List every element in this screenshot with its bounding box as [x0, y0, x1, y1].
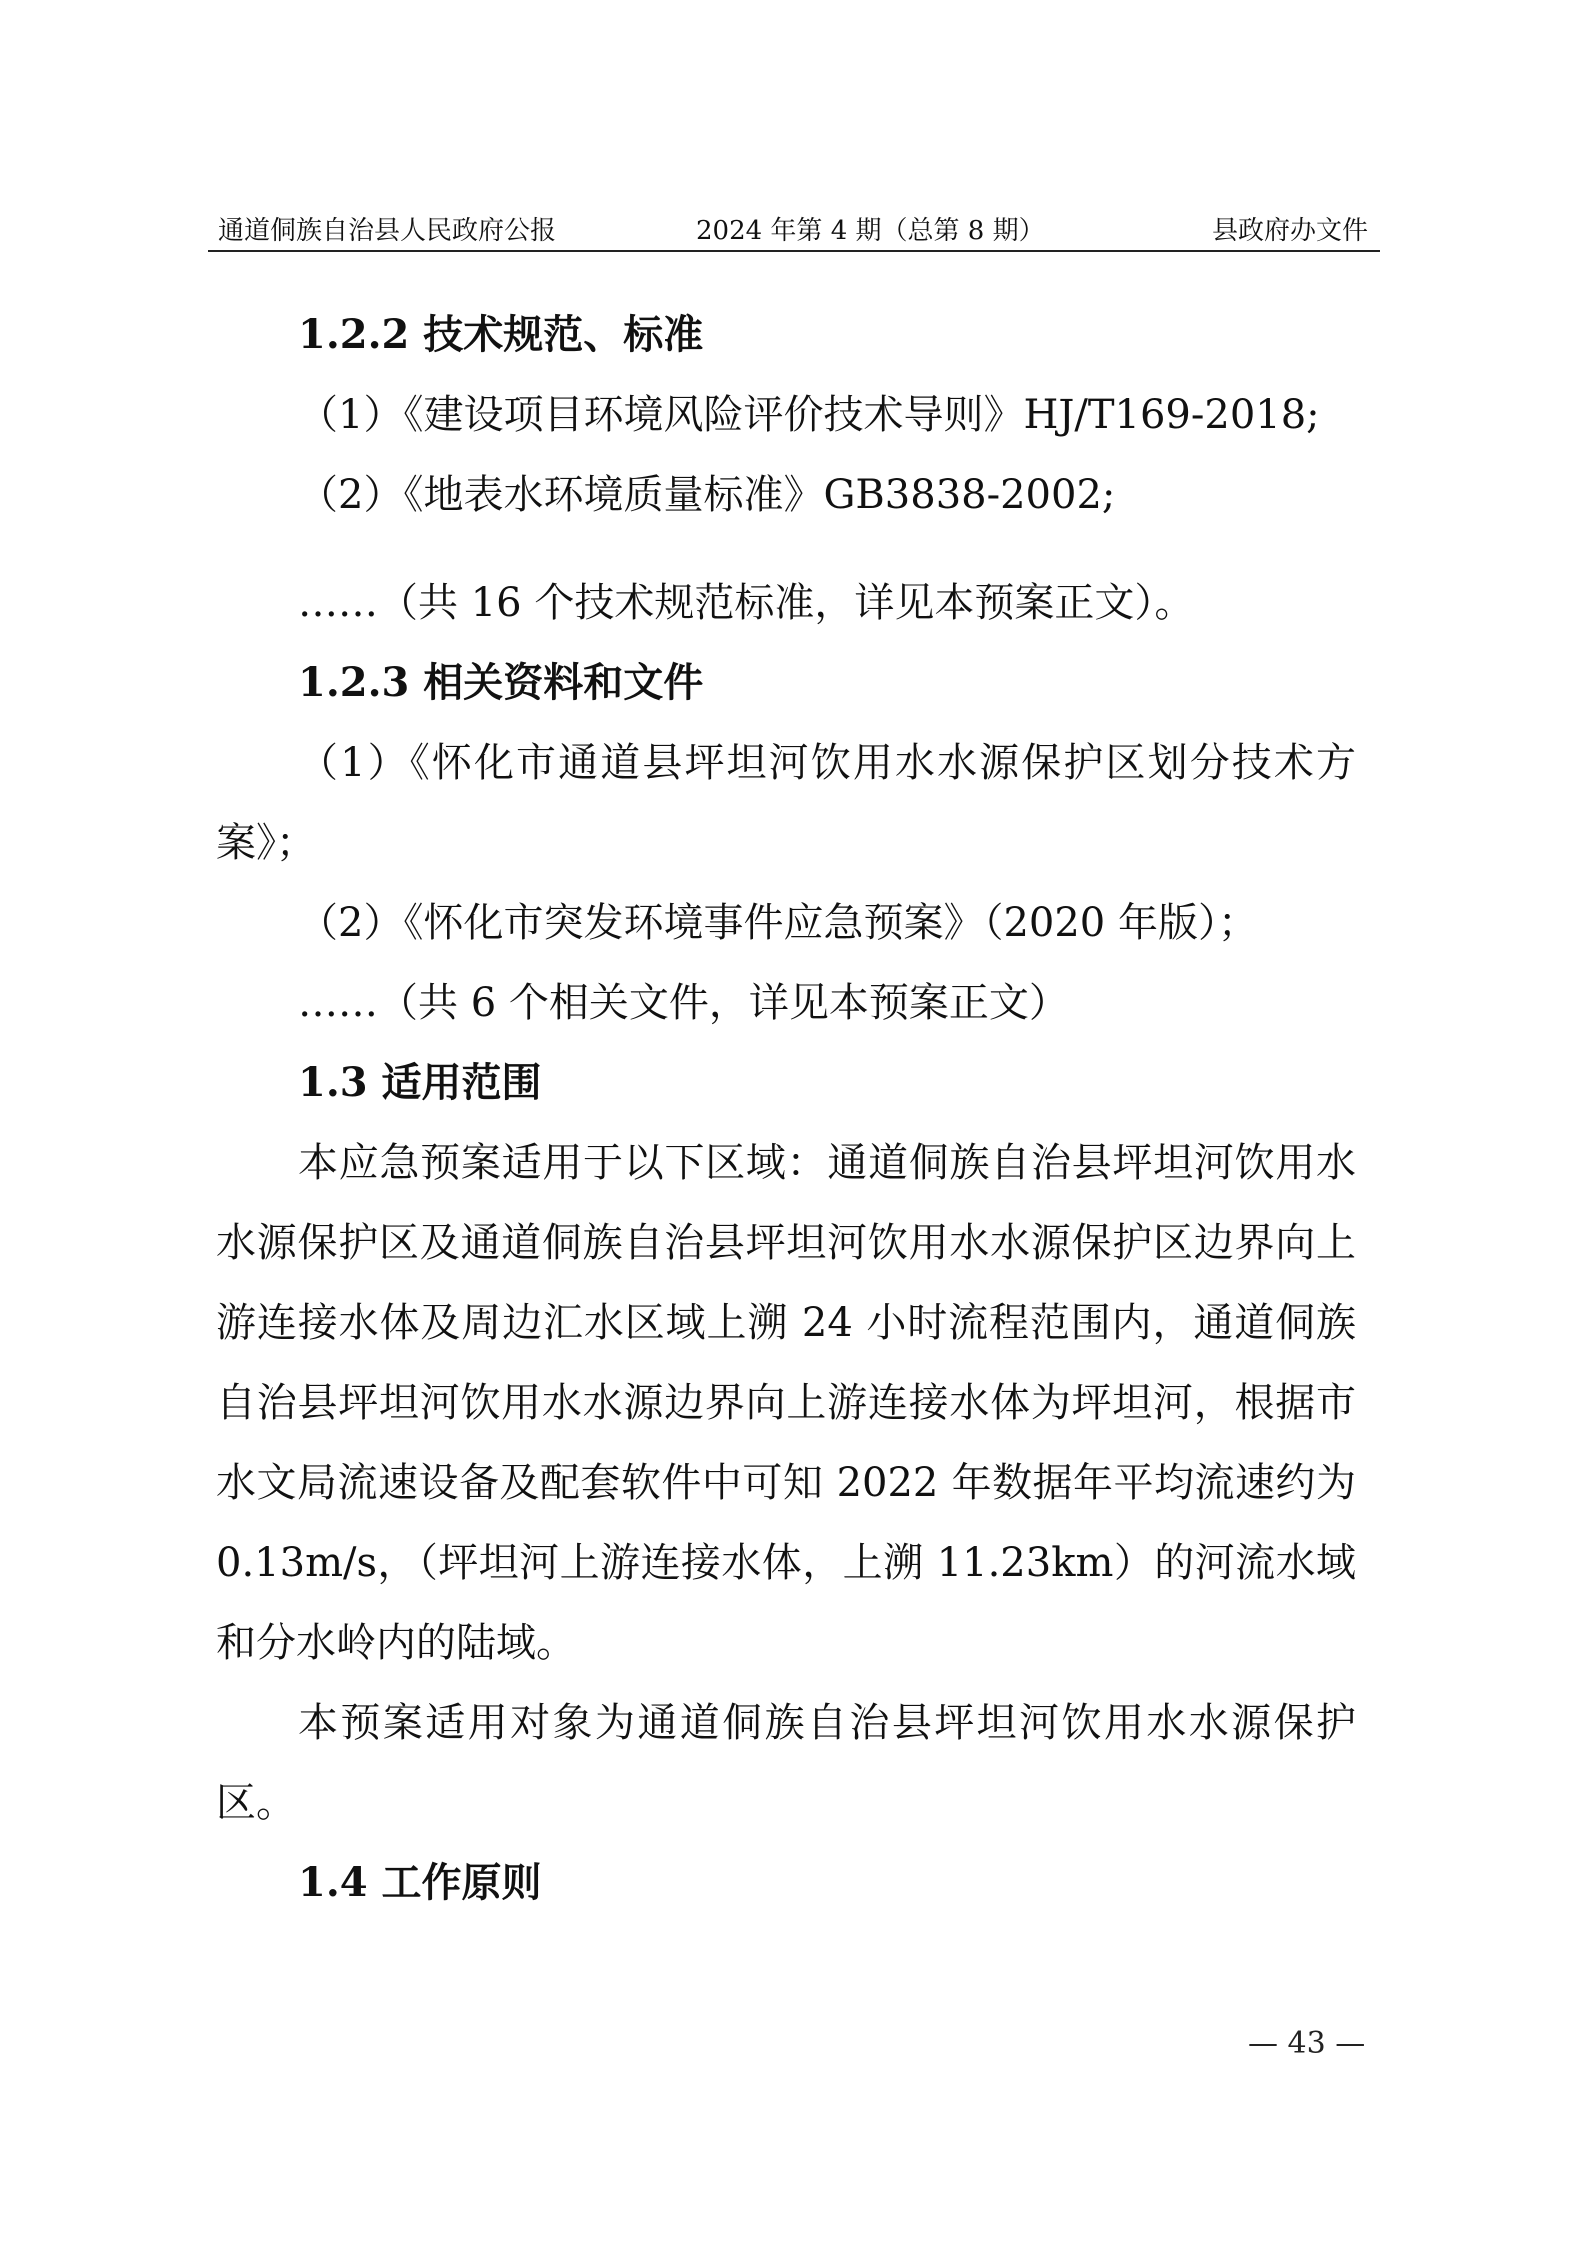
section-1-2-3	[216, 643, 1356, 1043]
section-heading-1-2-2: 1.2.2 技术规范、标准	[298, 311, 704, 358]
page-header	[208, 210, 1380, 252]
section-1-4	[216, 1843, 1356, 1923]
section-1-3	[216, 1043, 1356, 1843]
related-document-item-1: （1）《怀化市通道县坪坦河饮用水水源保护区划分技术方案》；	[216, 740, 1356, 866]
technical-standard-item-2: （2）《地表水环境质量标准》GB3838-2002;	[298, 472, 1116, 518]
section-heading-1-4: 1.4 工作原则	[298, 1859, 542, 1906]
applicable-scope-paragraph: 本应急预案适用于以下区域：通道侗族自治县坪坦河饮用水水源保护区及通道侗族自治县坪坦河饮用水水源保护区边界向上游连接水体及周边汇水区域上溯 24 小时流程范围内，通道侗族自治县坪坦河饮用水水源边界向上游连接水体为坪坦河，根据市水文局流速设备及配套软件中可知 2022 年数据年平均流速约为 0.13m/s，（坪坦河上游连接水体，上溯 11.23km）的河流水域和分水岭内的陆域。	[216, 1140, 1356, 1666]
section-heading-1-2-3: 1.2.3 相关资料和文件	[298, 659, 704, 706]
header-divider	[208, 250, 1380, 252]
applicable-object-paragraph: 本预案适用对象为通道侗族自治县坪坦河饮用水水源保护区。	[216, 1700, 1356, 1826]
header-issue-number: 2024 年第 4 期（总第 8 期）	[696, 216, 1045, 246]
header-publication-title: 通道侗族自治县人民政府公报	[218, 216, 557, 246]
paragraph-spacing	[216, 535, 1356, 563]
related-document-item-2: （2）《怀化市突发环境事件应急预案》（2020 年版）；	[298, 900, 1258, 946]
technical-standard-item-1: （1）《建设项目环境风险评价技术导则》HJ/T169-2018;	[298, 392, 1320, 438]
related-document-summary: ……（共 6 个相关文件，详见本预案正文）	[298, 980, 1069, 1026]
section-1-2-2	[216, 295, 1356, 643]
technical-standard-summary: ……（共 16 个技术规范标准，详见本预案正文）。	[298, 580, 1195, 626]
header-document-category: 县政府办文件	[1211, 216, 1368, 246]
section-heading-1-3: 1.3 适用范围	[298, 1059, 542, 1106]
document-body	[216, 295, 1356, 1923]
page-number: — 43 —	[1248, 2026, 1366, 2061]
